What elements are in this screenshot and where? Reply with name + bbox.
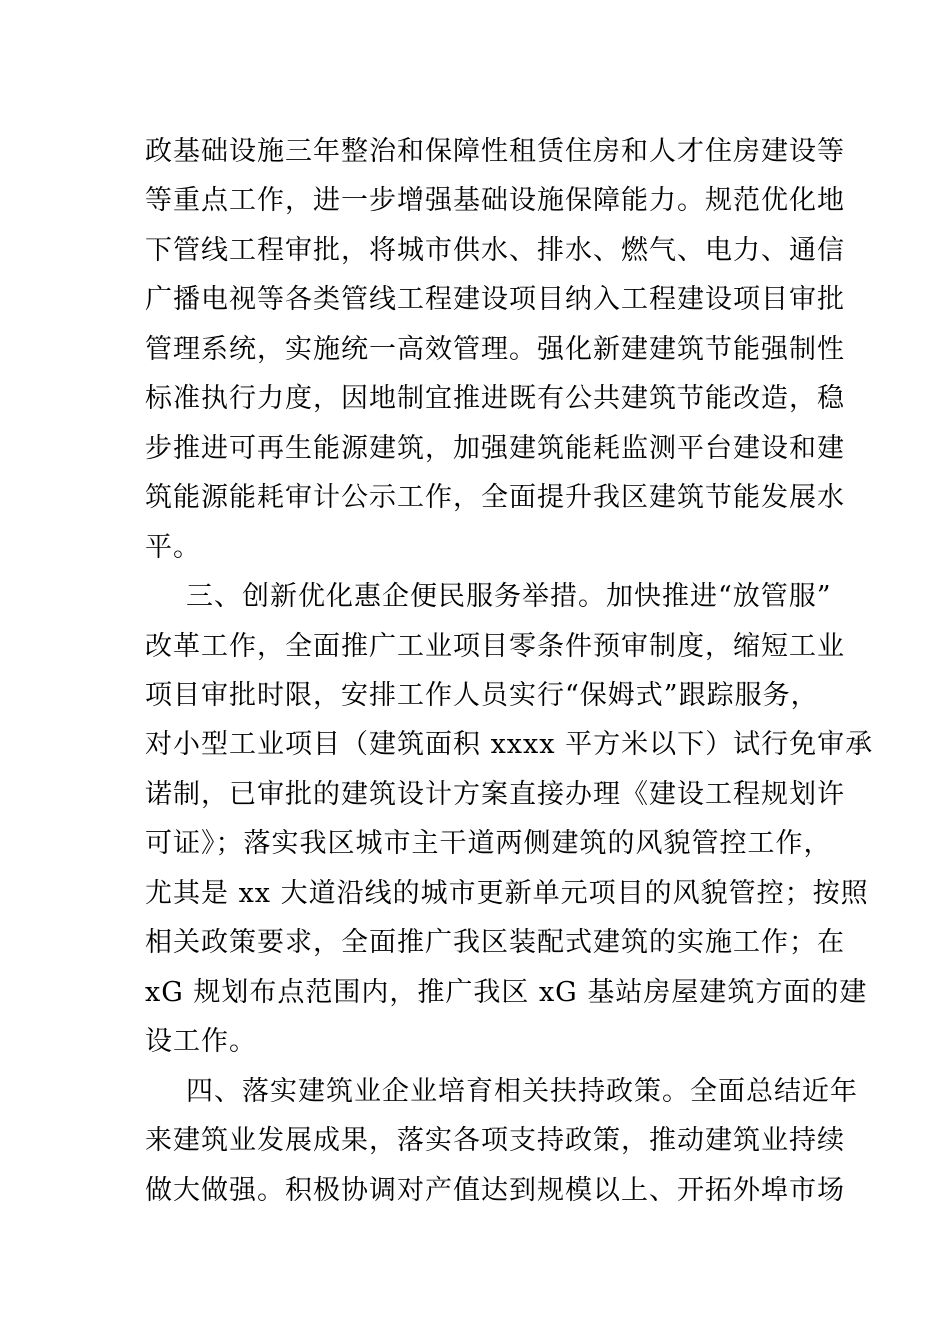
section-heading-3: 三、创新优化惠企便民服务举措。加快推进“放管服” <box>186 581 832 612</box>
text-line: 来建筑业发展成果，落实各项支持政策，推动建筑业持续 <box>145 1125 845 1156</box>
section-heading-4: 四、落实建筑业企业培育相关扶持政策。全面总结近年 <box>186 1076 858 1107</box>
text-line: 下管线工程审批，将城市供水、排水、燃气、电力、通信 <box>145 235 845 266</box>
text-line: 管理系统，实施统一高效管理。强化新建建筑节能强制性 <box>145 334 845 365</box>
text-line: 政基础设施三年整治和保障性租赁住房和人才住房建设等 <box>145 136 845 167</box>
text-line: 筑能源能耗审计公示工作，全面提升我区建筑节能发展水 <box>145 482 845 513</box>
text-line: 对小型工业项目（建筑面积 xxxx 平方米以下）试行免审承 <box>145 729 874 760</box>
text-line: 诺制，已审批的建筑设计方案直接办理《建设工程规划许 <box>145 779 845 810</box>
text-line: 广播电视等各类管线工程建设项目纳入工程建设项目审批 <box>145 284 845 315</box>
text-line: 等重点工作，进一步增强基础设施保障能力。规范优化地 <box>145 185 845 216</box>
text-line: 尤其是 xx 大道沿线的城市更新单元项目的风貌管控；按照 <box>145 878 869 909</box>
text-line: xG 规划布点范围内，推广我区 xG 基站房屋建筑方面的建 <box>145 977 868 1008</box>
text-line: 平。 <box>145 532 201 563</box>
text-line: 项目审批时限，安排工作人员实行“保姆式”跟踪服务， <box>145 680 819 711</box>
text-line: 步推进可再生能源建筑，加强建筑能耗监测平台建设和建 <box>145 433 845 464</box>
text-line: 设工作。 <box>145 1026 257 1057</box>
text-line: 标准执行力度，因地制宜推进既有公共建筑节能改造，稳 <box>145 383 845 414</box>
text-line: 相关政策要求，全面推广我区装配式建筑的实施工作；在 <box>145 927 845 958</box>
text-line: 做大做强。积极协调对产值达到规模以上、开拓外埠市场 <box>145 1175 845 1206</box>
text-line: 改革工作，全面推广工业项目零条件预审制度，缩短工业 <box>145 631 845 662</box>
text-line: 可证》；落实我区城市主干道两侧建筑的风貌管控工作， <box>145 828 832 859</box>
